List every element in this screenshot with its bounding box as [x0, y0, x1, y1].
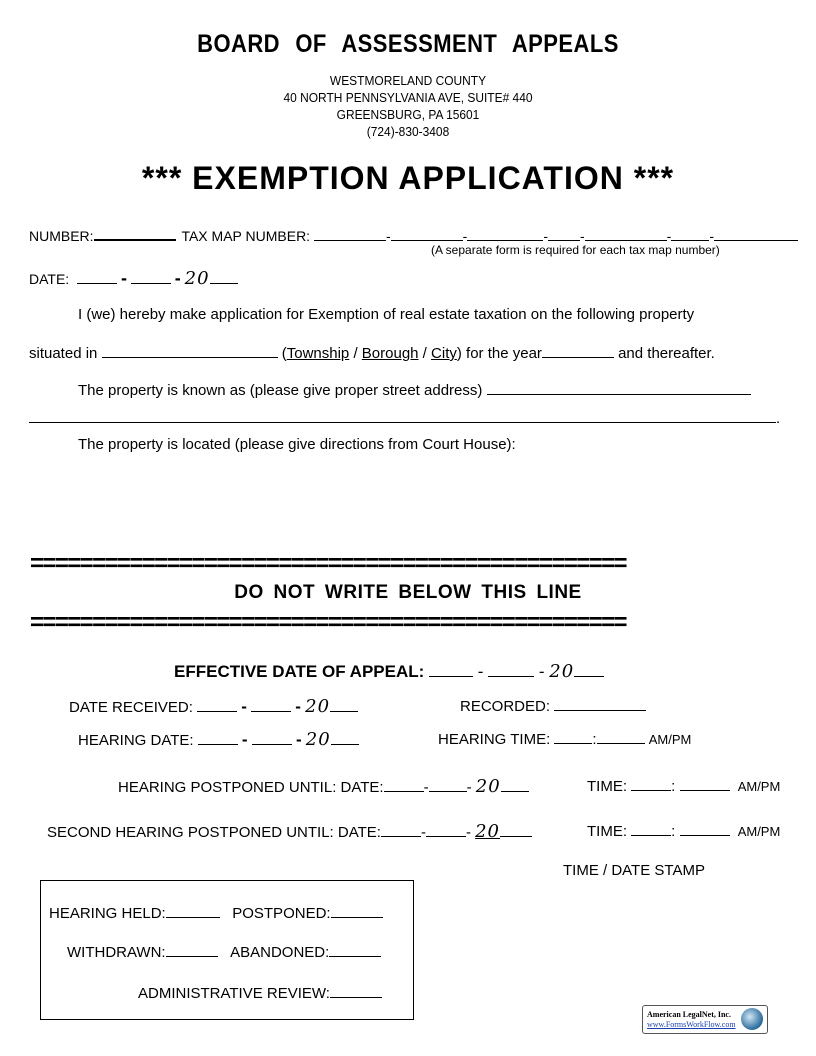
second-postponed-am-pm: AM/PM [737, 824, 781, 839]
logo-company-name: American LegalNet, Inc. [647, 1010, 731, 1019]
time-date-stamp-label: TIME / DATE STAMP [563, 862, 705, 879]
board-title: BOARD OF ASSESSMENT APPEALS [197, 30, 619, 58]
postponed-hour-field[interactable] [631, 776, 671, 791]
application-statement: I (we) hereby make application for Exemption of real estate taxation on the following property [78, 306, 695, 323]
date-received-label: DATE RECEIVED: [69, 699, 193, 716]
date-day-field[interactable] [131, 269, 171, 284]
do-not-write-heading: DO NOT WRITE BELOW THIS LINE [234, 582, 582, 603]
street-address: 40 NORTH PENNSYLVANIA AVE, SUITE# 440 [283, 90, 533, 105]
postponed-minute-field[interactable] [680, 776, 730, 791]
tax-map-label: TAX MAP NUMBER: [181, 228, 311, 244]
hearing-day-field[interactable] [252, 730, 292, 745]
postponed-year-field[interactable] [501, 777, 529, 792]
tax-map-seg-1[interactable] [314, 226, 386, 241]
hearing-hour-field[interactable] [554, 729, 592, 744]
recorded-label: RECORDED: [460, 698, 551, 715]
recorded-field[interactable] [554, 696, 646, 711]
admin-review-field[interactable] [330, 983, 382, 998]
second-postponed-year-prefix: 20 [475, 821, 501, 842]
hearing-date-label: HEARING DATE: [78, 732, 194, 749]
situated-row: situated in (Township / Borough / City) for the year and thereafter. [29, 345, 715, 362]
hearing-status-box [40, 880, 414, 1020]
tax-map-seg-4[interactable] [548, 226, 580, 241]
year-field[interactable] [542, 343, 614, 358]
second-postponed-minute-field[interactable] [680, 821, 730, 836]
tax-map-note: (A separate form is required for each tax map number) [431, 243, 720, 257]
second-postponed-label: SECOND HEARING POSTPONED UNTIL: DATE: [47, 824, 381, 841]
date-year-field[interactable] [210, 269, 238, 284]
date-month-field[interactable] [77, 269, 117, 284]
postponed-year-prefix: 20 [475, 776, 501, 797]
postponed-am-pm: AM/PM [737, 779, 781, 794]
street-address-field-2[interactable] [29, 408, 776, 423]
postponed-time-row: TIME: : AM/PM [587, 778, 781, 795]
effective-date-row: EFFECTIVE DATE OF APPEAL: - - 20 [174, 660, 604, 682]
number-row: NUMBER: TAX MAP NUMBER: - - - - - - [29, 225, 798, 244]
number-label: NUMBER: [29, 228, 94, 244]
postponed-status-field[interactable] [331, 903, 383, 918]
hearing-held-field[interactable] [166, 903, 220, 918]
date-row: DATE: - - 20 [29, 268, 238, 289]
situated-label: situated in [29, 345, 98, 362]
tax-map-seg-3[interactable] [467, 226, 543, 241]
abandoned-label: ABANDONED: [230, 944, 330, 961]
hearing-held-row [49, 903, 383, 922]
city-address: GREENSBURG, PA 15601 [336, 107, 480, 122]
date-year-prefix: 20 [184, 268, 210, 289]
hearing-year-prefix: 20 [305, 729, 331, 750]
abandoned-field[interactable] [329, 942, 381, 957]
phone-number: (724)-830-3408 [366, 124, 450, 139]
withdrawn-label: WITHDRAWN: [67, 944, 166, 961]
county-name: WESTMORELAND COUNTY [329, 73, 487, 88]
postponed-day-field[interactable] [429, 777, 467, 792]
separator-bottom: ================================================ [30, 609, 626, 636]
effective-year-field[interactable] [574, 660, 604, 677]
withdrawn-field[interactable] [166, 942, 218, 957]
directions-label: The property is located (please give directions from Court House): [78, 436, 516, 453]
tax-map-seg-6[interactable] [671, 226, 709, 241]
tax-map-seg-7[interactable] [714, 226, 798, 241]
recorded-row [460, 696, 646, 715]
form-title: *** EXEMPTION APPLICATION *** [141, 160, 675, 196]
postponed-status-label: POSTPONED: [232, 905, 331, 922]
second-postponed-row: SECOND HEARING POSTPONED UNTIL: DATE: - - 20 [47, 821, 532, 842]
known-as-label: The property is known as (please give proper street address) [78, 382, 483, 399]
globe-icon [741, 1008, 763, 1030]
effective-day-field[interactable] [488, 660, 534, 677]
separator-top: ================================================ [30, 550, 626, 577]
hearing-time-label: HEARING TIME: [438, 731, 551, 748]
hearing-held-label: HEARING HELD: [49, 905, 166, 922]
second-postponed-time-label: TIME: [587, 823, 627, 840]
effective-year-prefix: 20 [549, 661, 575, 682]
for-the-year-label: for the year [466, 345, 542, 362]
hearing-am-pm: AM/PM [648, 732, 692, 747]
received-day-field[interactable] [251, 697, 291, 712]
postponed-date-row: HEARING POSTPONED UNTIL: DATE: - - 20 [118, 776, 529, 797]
tax-map-seg-5[interactable] [585, 226, 667, 241]
second-postponed-time-row: TIME: : AM/PM [587, 823, 781, 840]
second-postponed-year-field[interactable] [500, 822, 532, 837]
date-label: DATE: [29, 271, 70, 287]
received-month-field[interactable] [197, 697, 237, 712]
number-field[interactable] [94, 225, 176, 241]
received-year-prefix: 20 [305, 696, 331, 717]
directions-area[interactable] [78, 460, 778, 540]
date-received-row: DATE RECEIVED: - - 20 [69, 696, 358, 717]
postponed-month-field[interactable] [384, 777, 424, 792]
withdrawn-row [67, 942, 381, 961]
township-option[interactable]: Township [286, 345, 350, 362]
borough-option[interactable]: Borough [361, 345, 419, 362]
street-address-field[interactable] [487, 380, 751, 395]
american-legalnet-logo[interactable] [642, 1005, 768, 1034]
logo-url-link[interactable]: www.FormsWorkFlow.com [647, 1020, 736, 1029]
thereafter-label: and thereafter. [618, 345, 715, 362]
admin-review-label: ADMINISTRATIVE REVIEW: [138, 985, 330, 1002]
city-option[interactable]: City [431, 345, 457, 362]
hearing-date-row: HEARING DATE: - - 20 [78, 729, 359, 750]
second-postponed-month-field[interactable] [381, 822, 421, 837]
received-year-field[interactable] [330, 697, 358, 712]
admin-review-row [138, 983, 382, 1002]
street-address-line-2: . [29, 408, 780, 427]
tax-map-seg-2[interactable] [391, 226, 463, 241]
effective-month-field[interactable] [429, 660, 473, 677]
second-postponed-hour-field[interactable] [631, 821, 671, 836]
hearing-time-row: HEARING TIME: : AM/PM [438, 731, 692, 748]
hearing-year-field[interactable] [331, 730, 359, 745]
hearing-minute-field[interactable] [597, 729, 645, 744]
second-postponed-day-field[interactable] [426, 822, 466, 837]
hearing-month-field[interactable] [198, 730, 238, 745]
municipality-field[interactable] [102, 343, 278, 358]
postponed-time-label: TIME: [587, 778, 627, 795]
street-address-row [78, 380, 751, 399]
postponed-label: HEARING POSTPONED UNTIL: DATE: [118, 779, 384, 796]
effective-date-label: EFFECTIVE DATE OF APPEAL: [174, 662, 425, 681]
